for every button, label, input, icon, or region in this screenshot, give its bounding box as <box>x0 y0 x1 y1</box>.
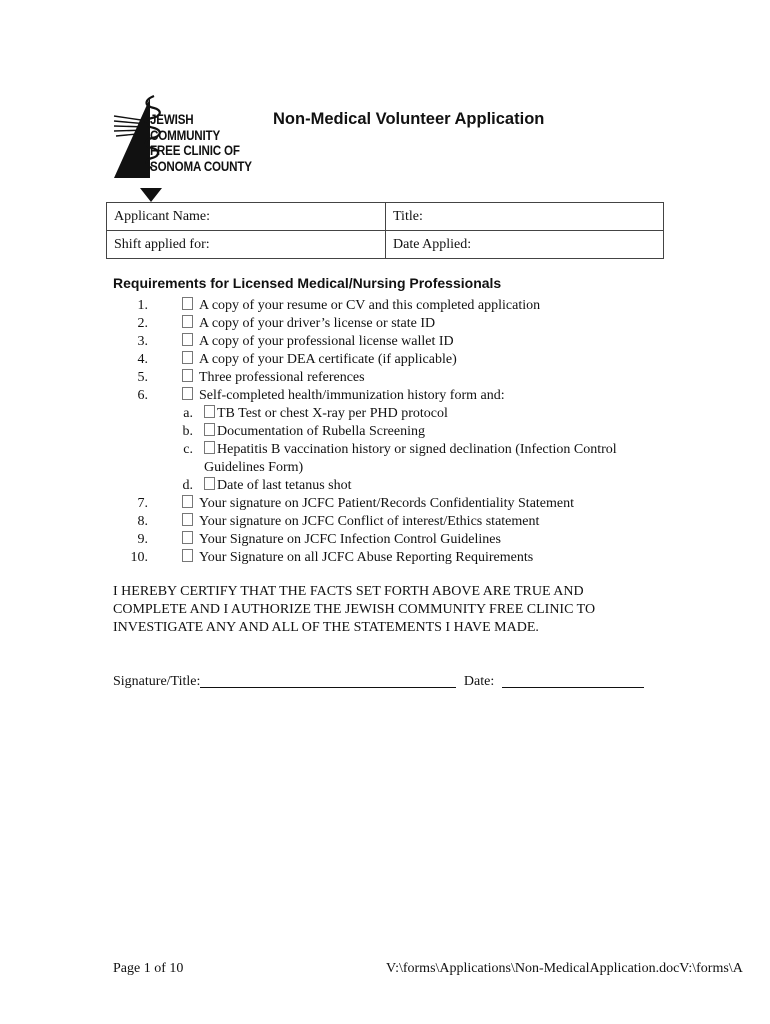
checkbox[interactable] <box>204 441 215 454</box>
checkbox[interactable] <box>182 387 193 400</box>
item-number: 10. <box>130 550 148 565</box>
date-applied-field[interactable]: Date Applied: <box>386 231 664 259</box>
signature-row <box>113 673 644 690</box>
item-number: 7. <box>137 496 148 511</box>
item-text: Your signature on JCFC Conflict of interest/Ethics statement <box>199 514 540 529</box>
checkbox[interactable] <box>204 405 215 418</box>
logo-line: FREE CLINIC OF <box>150 143 240 158</box>
table-row <box>107 231 664 259</box>
item-text: A copy of your professional license wallet ID <box>199 334 454 349</box>
checkbox[interactable] <box>182 369 193 382</box>
item-content <box>182 531 501 549</box>
file-path: V:\forms\Applications\Non-MedicalApplication.docV:\forms\A <box>386 961 743 976</box>
signature-field[interactable] <box>200 673 456 688</box>
item-number: 3. <box>137 334 148 349</box>
checkbox[interactable] <box>182 333 193 346</box>
sub-item-letter: c. <box>183 442 193 457</box>
certification-line: COMPLETE AND I AUTHORIZE THE JEWISH COMMUNITY FREE CLINIC TO <box>113 602 596 617</box>
item-content <box>182 549 533 567</box>
item-content <box>182 315 435 333</box>
sub-item-letter: b. <box>182 424 193 439</box>
logo-line: COMMUNITY <box>150 127 221 143</box>
checkbox[interactable] <box>182 351 193 364</box>
sub-item-letter: d. <box>182 478 193 493</box>
item-content <box>182 297 540 315</box>
checkbox[interactable] <box>182 297 193 310</box>
item-text: Your Signature on JCFC Infection Control Guidelines <box>199 532 501 547</box>
signature-label: Signature/Title: <box>113 674 201 689</box>
item-number: 9. <box>137 532 148 547</box>
logo-line: JEWISH <box>150 112 194 127</box>
certification-statement <box>113 583 673 637</box>
checkbox[interactable] <box>182 495 193 508</box>
checkbox[interactable] <box>182 549 193 562</box>
checkbox[interactable] <box>204 423 215 436</box>
item-content <box>182 369 365 387</box>
applicant-info-table <box>106 202 664 259</box>
sub-item-text: TB Test or chest X-ray per PHD protocol <box>217 406 448 421</box>
sub-item-letter: a. <box>183 406 193 421</box>
item-number: 8. <box>137 514 148 529</box>
checkbox[interactable] <box>182 531 193 544</box>
sub-item-text: Documentation of Rubella Screening <box>217 424 425 439</box>
logo-line: SONOMA COUNTY <box>150 158 252 174</box>
sub-item-content <box>204 441 617 459</box>
sub-item-content <box>204 423 425 441</box>
shift-field[interactable]: Shift applied for: <box>107 231 386 259</box>
item-content <box>182 351 457 369</box>
sub-item-content <box>204 405 448 423</box>
item-number: 5. <box>137 370 148 385</box>
item-content <box>182 333 454 351</box>
applicant-name-field[interactable]: Applicant Name: <box>107 203 386 231</box>
checkbox[interactable] <box>182 513 193 526</box>
item-content <box>182 387 505 405</box>
checkbox[interactable] <box>204 477 215 490</box>
sub-item-continuation: Guidelines Form) <box>204 460 304 475</box>
item-text: Three professional references <box>199 370 365 385</box>
item-text: A copy of your resume or CV and this completed application <box>199 298 541 313</box>
sub-item-text: Hepatitis B vaccination history or signed declination (Infection Control <box>217 442 617 457</box>
item-content <box>182 495 574 513</box>
item-text: A copy of your driver’s license or state ID <box>199 316 436 331</box>
item-text: Your signature on JCFC Patient/Records Confidentiality Statement <box>199 496 574 511</box>
item-number: 4. <box>137 352 148 367</box>
item-number: 2. <box>137 316 148 331</box>
date-field[interactable] <box>502 673 644 688</box>
logo-text <box>150 112 252 174</box>
certification-line: I HEREBY CERTIFY THAT THE FACTS SET FORTH ABOVE ARE TRUE AND <box>113 584 584 599</box>
sub-item-content <box>204 477 352 495</box>
certification-line: INVESTIGATE ANY AND ALL OF THE STATEMENTS I HAVE MADE. <box>113 620 539 635</box>
sub-item-text: Date of last tetanus shot <box>217 478 352 493</box>
item-content <box>182 513 539 531</box>
item-text: Self-completed health/immunization history form and: <box>199 388 505 403</box>
table-row <box>107 203 664 231</box>
requirements-heading: Requirements for Licensed Medical/Nursing Professionals <box>113 275 502 291</box>
item-text: Your Signature on all JCFC Abuse Reporting Requirements <box>199 550 534 565</box>
page-title: Non-Medical Volunteer Application <box>273 110 545 128</box>
item-text: A copy of your DEA certificate (if applicable) <box>199 352 457 367</box>
clinic-logo <box>112 94 267 206</box>
page-number: Page 1 of 10 <box>113 961 184 976</box>
item-number: 1. <box>137 298 148 313</box>
title-field[interactable]: Title: <box>386 203 664 231</box>
checkbox[interactable] <box>182 315 193 328</box>
item-number: 6. <box>137 388 148 403</box>
date-label: Date: <box>463 674 495 689</box>
